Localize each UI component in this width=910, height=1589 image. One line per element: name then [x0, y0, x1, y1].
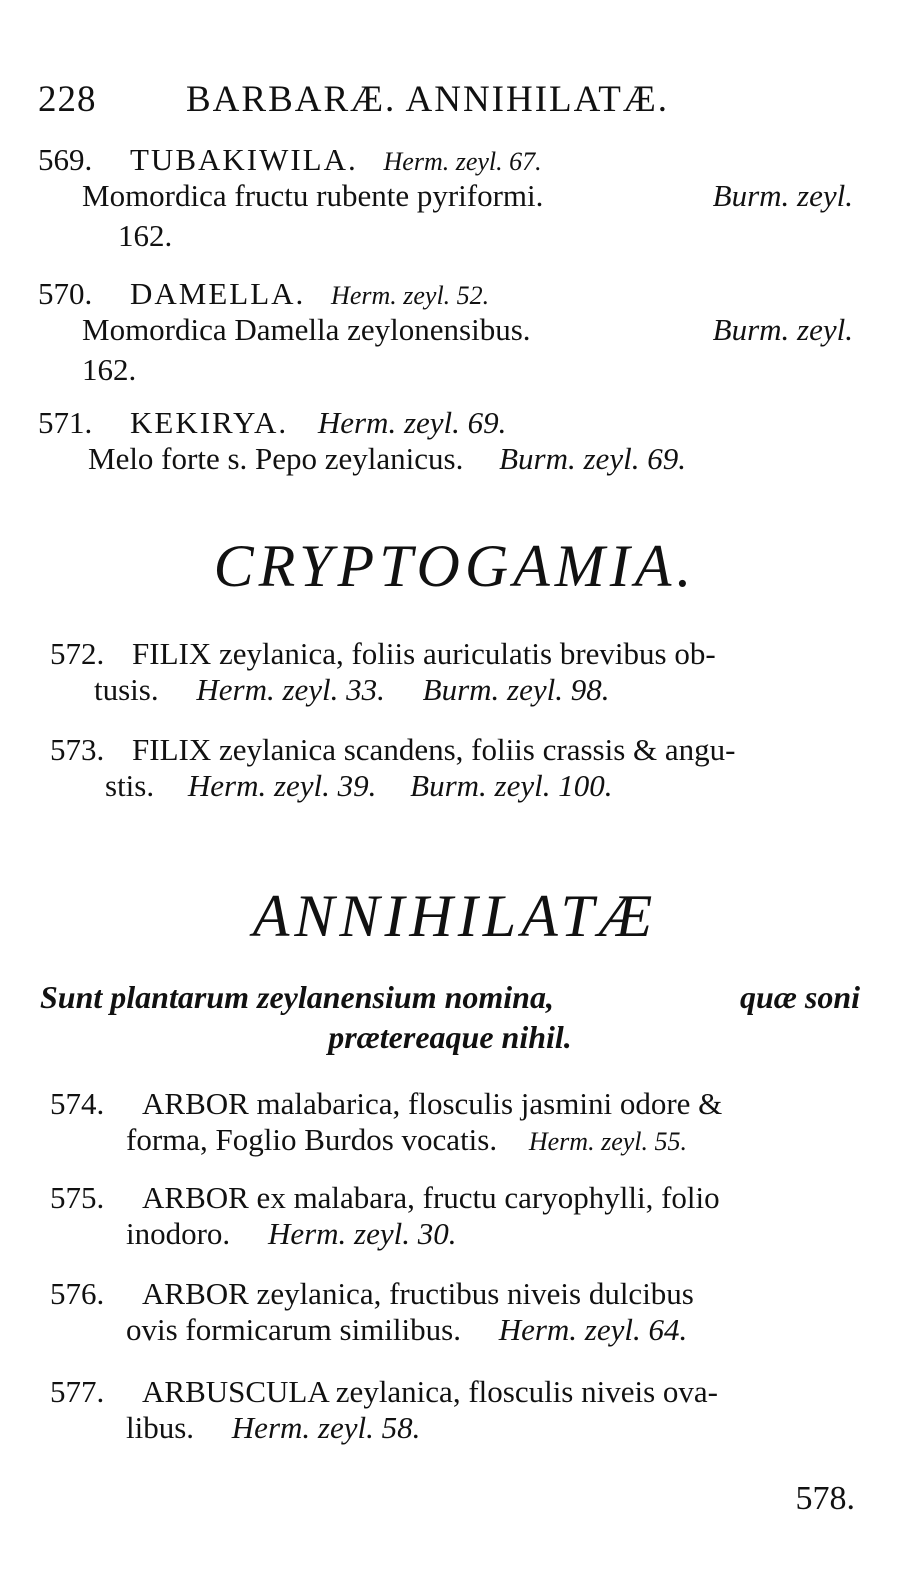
entry-description: Momordica fructu rubente pyriformi.	[82, 178, 544, 213]
entry-number: 573.	[50, 732, 105, 767]
entry-reference: Herm. zeyl. 67.	[383, 147, 542, 176]
page-number: 228	[38, 79, 97, 120]
entry-571	[38, 405, 853, 485]
entry-574	[50, 1086, 855, 1162]
page-header	[38, 78, 878, 128]
entry-reference-burm: Burm. zeyl.	[712, 178, 853, 213]
entry-number: 572.	[50, 636, 105, 671]
entry-number: 576.	[50, 1276, 105, 1311]
entry-reference-burm: Burm. zeyl. 69.	[499, 441, 686, 476]
entry-reference: Herm. zeyl. 58.	[231, 1410, 421, 1445]
section-title-annihilatae: ANNIHILATÆ	[252, 883, 658, 949]
entry-text: FILIX zeylanica, foliis auriculatis brevibus ob-	[132, 636, 716, 671]
entry-continuation: forma, Foglio Burdos vocatis.	[126, 1122, 498, 1157]
subtitle-line-1a: Sunt plantarum zeylanensium nomina,	[40, 979, 554, 1015]
entry-continuation: tusis.	[94, 672, 159, 707]
entry-text: ARBOR malabarica, flosculis jasmini odore &	[142, 1086, 723, 1121]
entry-573	[50, 732, 855, 808]
entry-text: ARBUSCULA zeylanica, flosculis niveis ova-	[142, 1374, 718, 1409]
entry-575	[50, 1180, 855, 1256]
entry-description: Momordica Damella zeylonensibus.	[82, 312, 531, 347]
entry-reference: Herm. zeyl. 55.	[528, 1127, 687, 1156]
entry-reference-burm: Burm. zeyl. 100.	[410, 768, 613, 803]
entry-number: 569.	[38, 142, 93, 177]
entry-number: 574.	[50, 1086, 105, 1121]
entry-569	[38, 142, 853, 252]
entry-continuation: libus.	[126, 1410, 195, 1445]
entry-name: DAMELLA.	[130, 276, 306, 311]
entry-text: ARBOR ex malabara, fructu caryophylli, folio	[142, 1180, 720, 1215]
entry-text: FILIX zeylanica scandens, foliis crassis & angu-	[132, 732, 736, 767]
entry-reference-burm: Burm. zeyl. 98.	[422, 672, 610, 707]
entry-number: 577.	[50, 1374, 105, 1409]
entry-continuation: ovis formicarum similibus.	[126, 1312, 461, 1347]
entry-continuation: 162.	[82, 352, 137, 387]
entry-reference: Herm. zeyl. 52.	[331, 281, 490, 310]
entry-number: 571.	[38, 405, 93, 440]
entry-577	[50, 1374, 855, 1450]
entry-572	[50, 636, 855, 712]
entry-reference: Herm. zeyl. 39.	[187, 768, 377, 803]
section-title-cryptogamia: CRYPTOGAMIA.	[213, 533, 697, 599]
entry-name: TUBAKIWILA.	[130, 142, 358, 177]
subtitle-line-1b: quæ soni	[739, 979, 860, 1015]
entry-continuation: inodoro.	[126, 1216, 231, 1251]
running-title: BARBARÆ. ANNIHILATÆ.	[186, 79, 670, 120]
entry-570	[38, 276, 853, 386]
entry-reference: Herm. zeyl. 30.	[267, 1216, 457, 1251]
entry-reference: Herm. zeyl. 64.	[498, 1312, 688, 1347]
entry-reference: Herm. zeyl. 33.	[196, 672, 385, 707]
catchword: 578.	[795, 1480, 855, 1517]
entry-reference-burm: Burm. zeyl.	[712, 312, 853, 347]
entry-number: 570.	[38, 276, 93, 311]
entry-name: KEKIRYA.	[130, 405, 289, 440]
section-subtitle	[40, 978, 860, 1058]
entry-description: Melo forte s. Pepo zeylanicus.	[88, 441, 464, 476]
subtitle-line-2: prætereaque nihil.	[328, 1019, 572, 1055]
entry-reference: Herm. zeyl. 69.	[317, 405, 507, 440]
entry-continuation: 162.	[118, 218, 173, 253]
entry-text: ARBOR zeylanica, fructibus niveis dulcibus	[142, 1276, 694, 1311]
entry-continuation: stis.	[105, 768, 155, 803]
entry-576	[50, 1276, 855, 1352]
entry-number: 575.	[50, 1180, 105, 1215]
